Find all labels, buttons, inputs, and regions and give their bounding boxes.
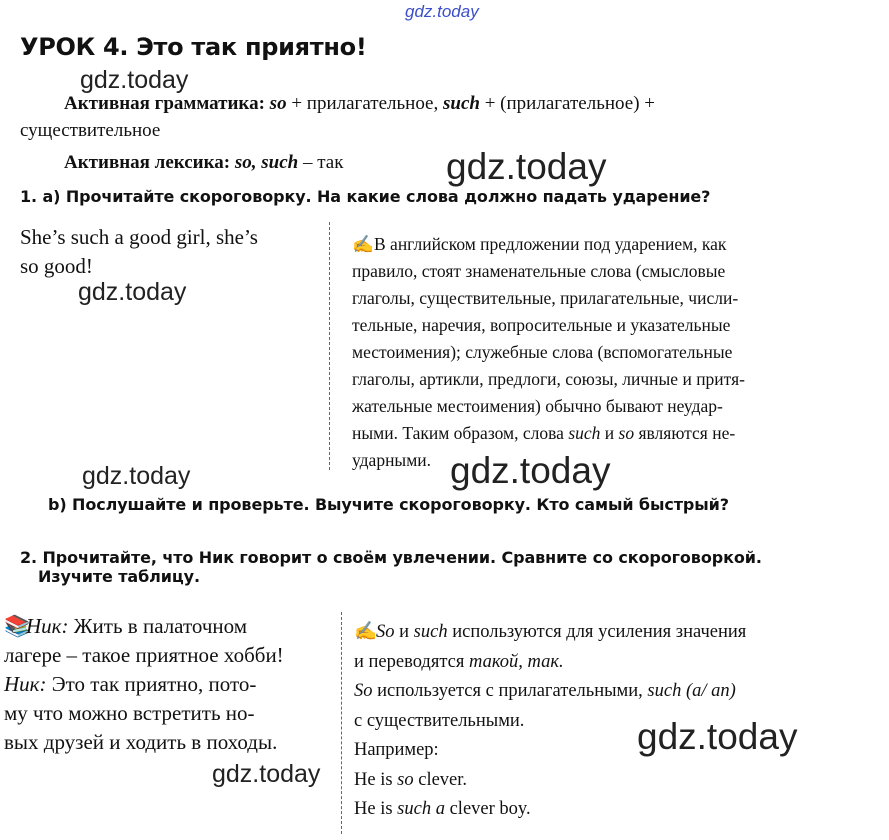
note-line: тельные, наречия, вопросительные и указательные xyxy=(352,315,731,335)
book-icon: 📚 xyxy=(4,614,31,638)
grammar-line xyxy=(64,91,655,117)
nick-dialogue xyxy=(4,612,326,757)
grammar-such: such xyxy=(443,93,480,114)
lexis-line xyxy=(64,150,343,176)
grammar-line2: существительное xyxy=(20,120,161,141)
pencil-icon: ✍ xyxy=(352,234,374,254)
example-text: clever. xyxy=(418,769,468,790)
note-line: жательные местоимения) обычно бывают неудар- xyxy=(352,396,723,416)
grammar-rest: + (прилагательное) + xyxy=(484,93,656,114)
note-line xyxy=(352,420,860,447)
tongue-twister-line: She’s such a good girl, she’s xyxy=(20,225,258,249)
speaker-name: Ник: xyxy=(4,672,47,696)
example-text: clever boy. xyxy=(449,799,531,819)
watermark: gdz.today xyxy=(637,716,798,757)
note-term: So xyxy=(376,622,395,642)
note-text: используются для усиления значения xyxy=(452,622,747,642)
tongue-twister-line: so good! xyxy=(20,254,93,278)
grammar-label: Активная грамматика: xyxy=(64,93,265,114)
note-text: и xyxy=(399,622,410,642)
watermark: gdz.today xyxy=(80,66,189,94)
speaker-name: Ник: xyxy=(26,614,69,638)
note-text: являются не- xyxy=(638,423,736,443)
note-term: So xyxy=(354,681,373,701)
task-2 xyxy=(20,548,762,586)
page-title: УРОК 4. Это так приятно! xyxy=(20,33,367,61)
note-text: и xyxy=(604,423,615,443)
pencil-icon: ✍ xyxy=(354,622,378,642)
note-term: such (a/ an) xyxy=(647,681,736,701)
example-text: He is xyxy=(354,769,393,790)
task-2-line: 2. Прочитайте, что Ник говорит о своём увлечении. Сравните со скороговоркой. xyxy=(20,548,762,567)
nick-line: му что можно встретить но- xyxy=(4,701,255,725)
watermark: gdz.today xyxy=(446,146,607,187)
note-line: с существительными. xyxy=(354,710,525,731)
note-line: ударными. xyxy=(352,450,432,470)
nick-line xyxy=(4,612,326,641)
example-line xyxy=(354,766,862,796)
note-term: такой, так. xyxy=(469,651,564,672)
example-text: He is xyxy=(354,799,393,819)
note-line xyxy=(354,677,862,707)
note-text: и переводятся xyxy=(354,651,465,672)
note-line: глаголы, артикли, предлоги, союзы, личные и притя- xyxy=(352,369,745,389)
note-line: глаголы, существительные, прилагательные, числи- xyxy=(352,288,739,308)
watermark: gdz.today xyxy=(78,278,187,306)
task-1a: 1. a) Прочитайте скороговорку. На какие слова должно падать ударение? xyxy=(20,187,711,206)
note-line xyxy=(354,648,862,678)
note-text: ными. Таким образом, слова xyxy=(352,423,564,443)
note-line: местоимения); служебные слова (вспомогательные xyxy=(352,342,733,362)
note-term: such xyxy=(413,622,448,642)
grammar-adj: + прилагательное, xyxy=(291,93,439,114)
lexis-rest: – так xyxy=(302,152,344,173)
divider xyxy=(341,612,343,834)
note-line: правило, стоят знаменательные слова (смысловые xyxy=(352,261,726,281)
watermark: gdz.today xyxy=(82,462,191,490)
note-text: используется с прилагательными, xyxy=(377,681,643,701)
nick-line: лагере – такое приятное хобби! xyxy=(4,643,284,667)
nick-text: Это так приятно, пото- xyxy=(51,672,257,696)
tongue-twister xyxy=(20,223,258,281)
lexis-words: so, such xyxy=(234,152,299,173)
nick-line xyxy=(4,670,326,699)
note-term: so xyxy=(618,423,635,443)
note-so-such xyxy=(354,618,862,825)
lexis-label: Активная лексика: xyxy=(64,152,231,173)
note-line xyxy=(352,231,860,258)
nick-text: Жить в палаточном xyxy=(73,614,248,638)
task-1b: b) Послушайте и проверьте. Выучите скороговорку. Кто самый быстрый? xyxy=(48,495,729,514)
grammar-so: so xyxy=(269,93,287,114)
example-line xyxy=(354,795,862,825)
note-text: В английском предложении под ударением, как xyxy=(374,234,727,254)
divider xyxy=(329,222,331,470)
example-term: such a xyxy=(397,799,445,819)
example-term: so xyxy=(397,769,414,790)
task-2-line: Изучите таблицу. xyxy=(38,567,200,586)
note-line xyxy=(354,618,862,648)
nick-line: вых друзей и ходить в походы. xyxy=(4,730,278,754)
watermark: gdz.today xyxy=(212,760,321,788)
note-line: Например: xyxy=(354,740,439,760)
watermark: gdz.today xyxy=(450,450,611,491)
note-term: such xyxy=(568,423,601,443)
watermark-top: gdz.today xyxy=(405,2,479,21)
note-stress xyxy=(352,231,860,474)
